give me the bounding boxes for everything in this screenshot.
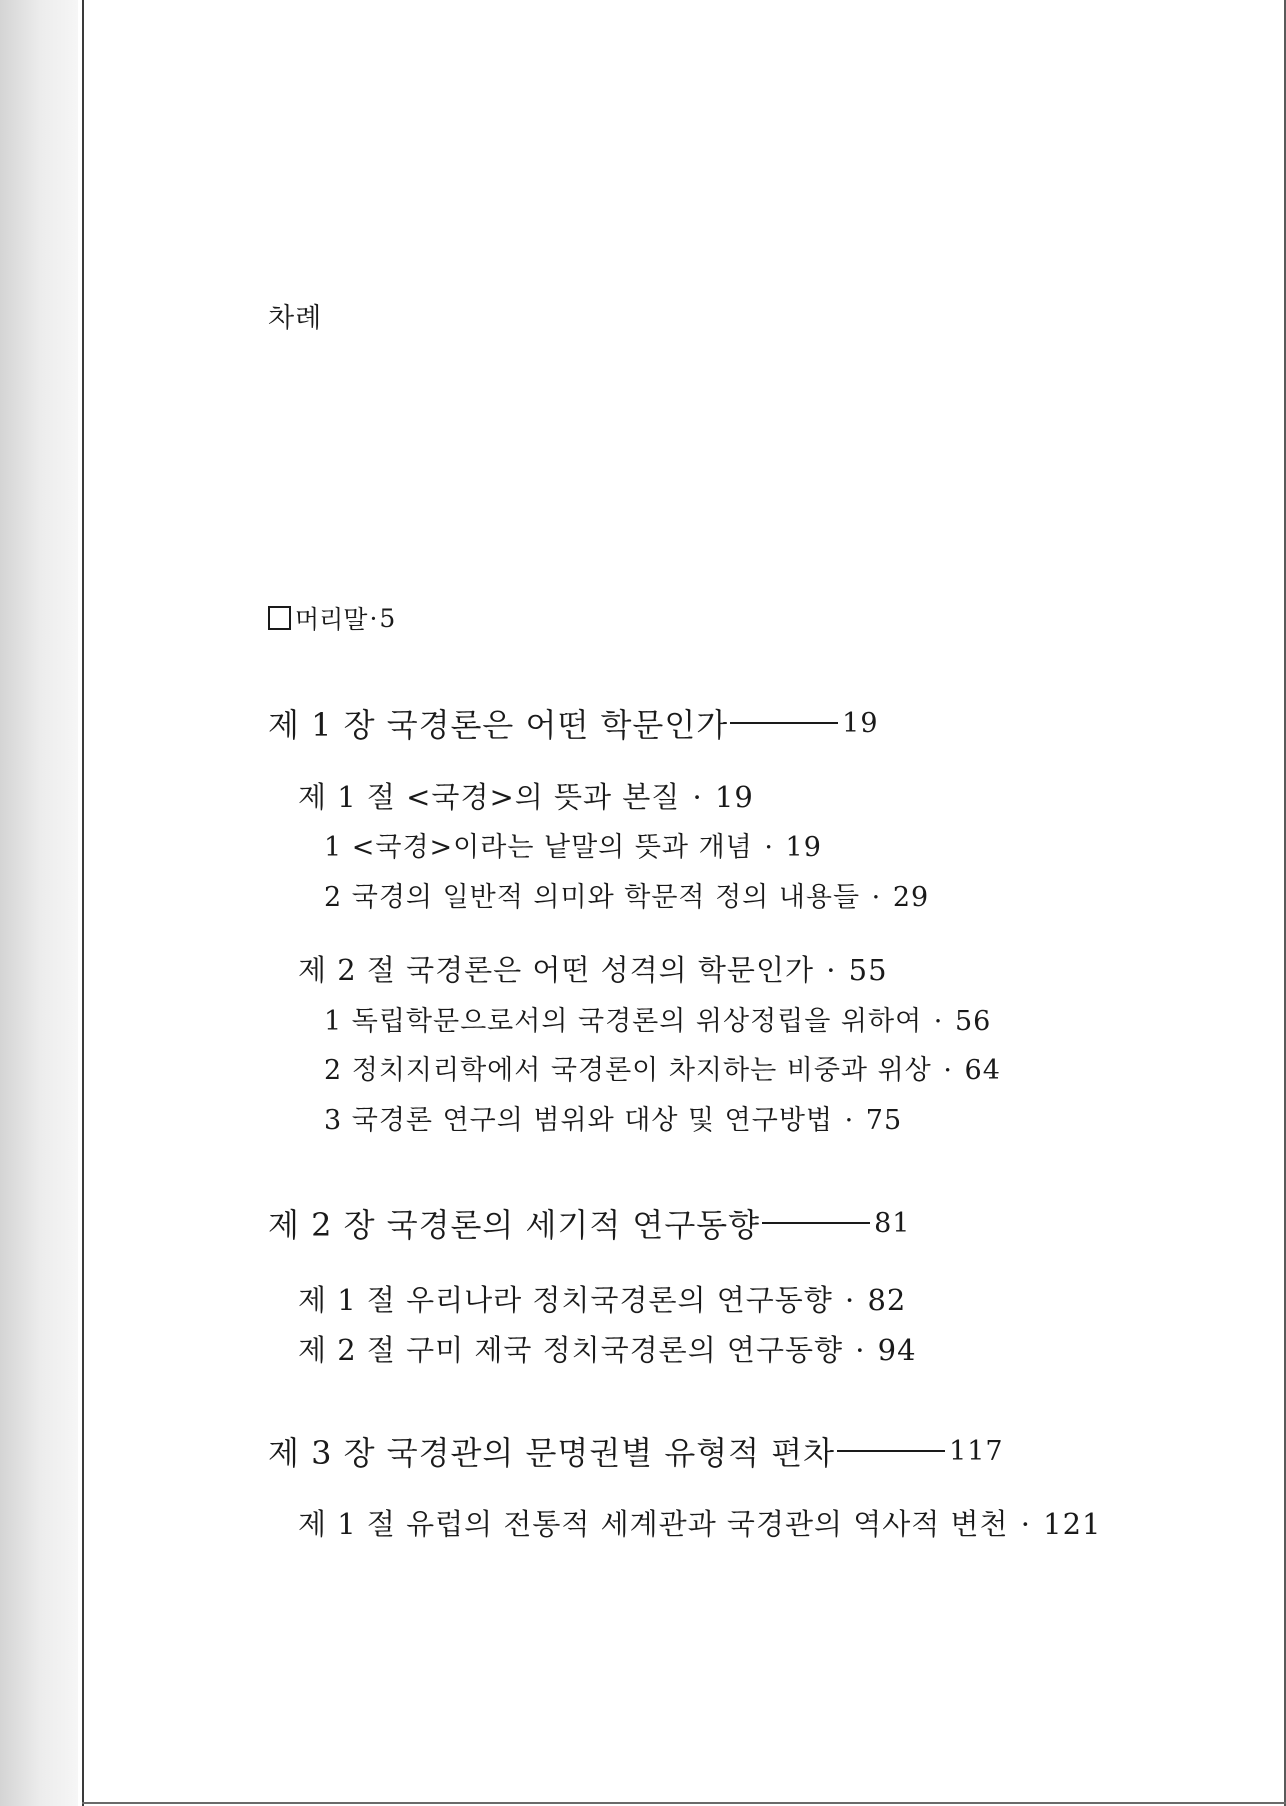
subsection-page: 75 bbox=[865, 1105, 903, 1136]
section-label: 제 1 절 유럽의 전통적 세계관과 국경관의 역사적 변천 bbox=[298, 1507, 1009, 1541]
section-label: 제 1 절 <국경>의 뜻과 본질 bbox=[298, 780, 681, 814]
separator-dot: · bbox=[826, 953, 837, 987]
separator-dot: · bbox=[933, 1006, 944, 1037]
subsection-page: 19 bbox=[785, 832, 822, 863]
subsection-page: 29 bbox=[892, 882, 930, 913]
separator-dot: · bbox=[692, 780, 703, 814]
section-page: 82 bbox=[867, 1283, 907, 1317]
subsection-page: 64 bbox=[964, 1055, 1001, 1086]
toc-chapter-1 bbox=[268, 700, 879, 746]
toc-chapter-3 bbox=[268, 1428, 1004, 1474]
subsection-label: 2 정치지리학에서 국경론이 차지하는 비중과 위상 bbox=[324, 1055, 932, 1086]
toc-section-1-2 bbox=[298, 948, 888, 989]
toc-entry-preface bbox=[268, 600, 395, 636]
chapter-page: 117 bbox=[949, 1435, 1004, 1467]
chapter-page: 19 bbox=[842, 707, 879, 739]
checkbox-square-icon bbox=[268, 606, 291, 630]
separator-dot: · bbox=[845, 1283, 856, 1317]
separator-dot: · bbox=[844, 1105, 855, 1136]
toc-section-2-2 bbox=[298, 1328, 917, 1369]
toc-subsection-1-2-2 bbox=[324, 1048, 1001, 1087]
subsection-label: 3 국경론 연구의 범위와 대상 및 연구방법 bbox=[324, 1105, 833, 1136]
separator-dot: · bbox=[855, 1333, 866, 1367]
separator-dot: · bbox=[1020, 1507, 1031, 1541]
toc-section-2-1 bbox=[298, 1278, 906, 1319]
page-border-left bbox=[82, 0, 84, 1806]
chapter-label: 제 3 장 국경관의 문명권별 유형적 편차 bbox=[268, 1434, 836, 1472]
page-title: 차례 bbox=[268, 303, 323, 334]
subsection-label: 2 국경의 일반적 의미와 학문적 정의 내용들 bbox=[324, 882, 861, 913]
preface-label: 머리말 bbox=[295, 605, 368, 634]
separator-dot: · bbox=[369, 603, 378, 633]
page-edge-shadow bbox=[0, 0, 78, 1806]
toc-subsection-1-2-1 bbox=[324, 999, 991, 1038]
toc-subsection-1-2-3 bbox=[324, 1098, 902, 1137]
separator-dot: · bbox=[764, 832, 774, 863]
toc-section-3-1 bbox=[298, 1502, 1102, 1543]
separator-dot: · bbox=[871, 882, 882, 913]
subsection-label: 1 <국경>이라는 낱말의 뜻과 개념 bbox=[324, 832, 753, 863]
separator-dot: · bbox=[943, 1055, 953, 1086]
section-page: 121 bbox=[1043, 1507, 1102, 1541]
section-label: 제 1 절 우리나라 정치국경론의 연구동향 bbox=[298, 1283, 833, 1317]
page-border-bottom bbox=[82, 1802, 1286, 1804]
toc-section-1-1 bbox=[298, 775, 754, 816]
chapter-page: 81 bbox=[874, 1207, 911, 1239]
toc-subsection-1-1-2 bbox=[324, 875, 929, 914]
subsection-label: 1 독립학문으로서의 국경론의 위상정립을 위하여 bbox=[324, 1006, 923, 1037]
chapter-label: 제 2 장 국경론의 세기적 연구동향 bbox=[268, 1206, 761, 1244]
section-label: 제 2 절 국경론은 어떤 성격의 학문인가 bbox=[298, 953, 814, 987]
section-page: 55 bbox=[848, 953, 888, 987]
section-page: 19 bbox=[714, 780, 754, 814]
section-label: 제 2 절 구미 제국 정치국경론의 연구동향 bbox=[298, 1333, 843, 1367]
subsection-page: 56 bbox=[954, 1006, 992, 1037]
preface-page: 5 bbox=[379, 603, 396, 633]
leader-dash bbox=[730, 722, 838, 724]
chapter-label: 제 1 장 국경론은 어떤 학문인가 bbox=[268, 706, 729, 744]
toc-chapter-2 bbox=[268, 1200, 910, 1246]
leader-dash bbox=[837, 1450, 945, 1452]
toc-subsection-1-1-1 bbox=[324, 825, 822, 864]
section-page: 94 bbox=[877, 1333, 917, 1367]
leader-dash bbox=[762, 1222, 870, 1224]
